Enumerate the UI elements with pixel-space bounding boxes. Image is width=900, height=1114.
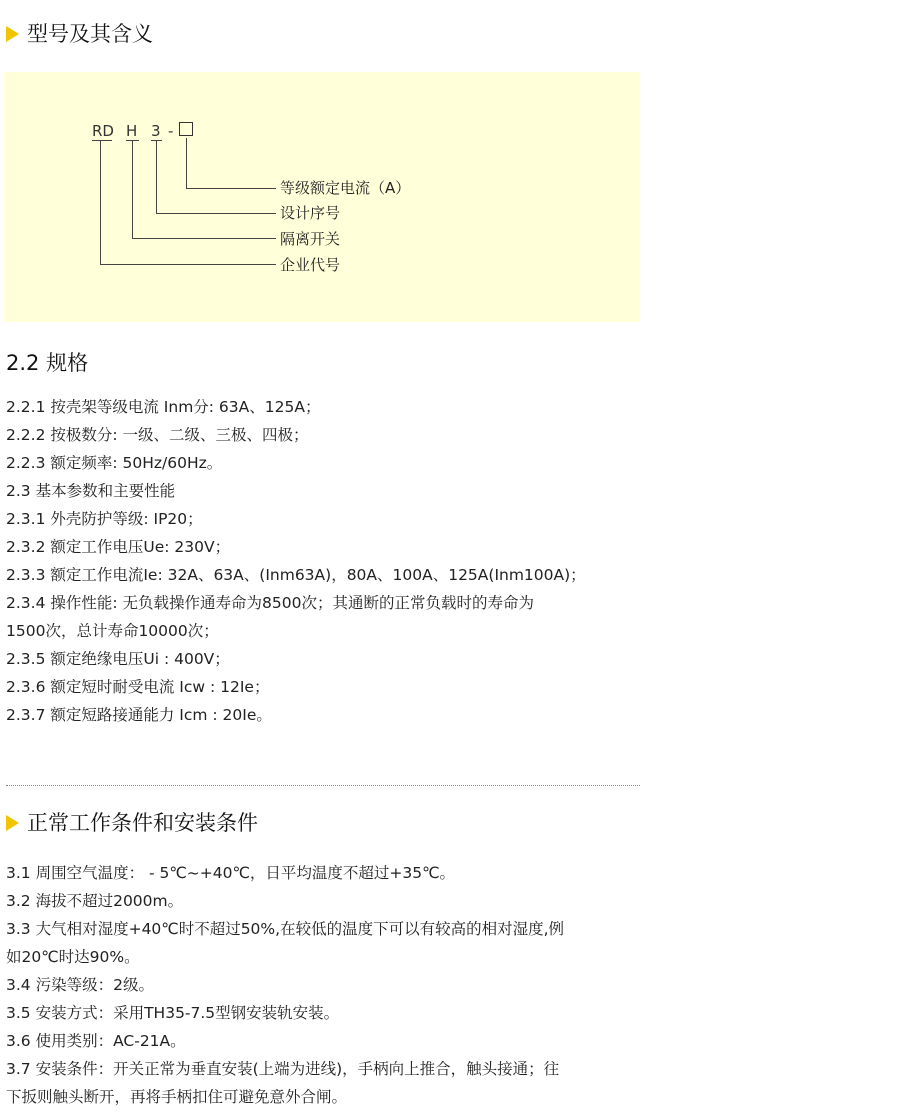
condition-line: 3.3 大气相对湿度+40℃时不超过50%,在较低的温度下可以有较高的相对湿度,例 — [6, 920, 565, 938]
condition-line: 3.4 污染等级：2级。 — [6, 976, 154, 994]
code-h: H — [126, 122, 138, 140]
spec-line: 2.3.7 额定短路接通能力 Icm : 20Ie。 — [6, 706, 272, 724]
leader-vertical-isolator — [132, 140, 133, 239]
leader-horizontal-current — [186, 188, 276, 189]
condition-line: 3.5 安装方式：采用TH35-7.5型钢安装轨安装。 — [6, 1004, 340, 1022]
code-dash: - — [168, 122, 174, 140]
spec-line: 2.3.1 外壳防护等级: IP20； — [6, 510, 203, 528]
section-title-text: 正常工作条件和安装条件 — [27, 811, 258, 835]
conditions-list — [6, 859, 646, 1111]
code-3: 3 — [151, 122, 161, 140]
code-underline-rd — [92, 140, 112, 141]
label-company-code: 企业代号 — [280, 256, 341, 274]
model-diagram — [4, 72, 640, 322]
condition-line: 3.2 海拔不超过2000m。 — [6, 892, 184, 910]
condition-line: 如20℃时达90%。 — [6, 948, 140, 966]
section-title-conditions — [6, 810, 258, 836]
section-title-text: 型号及其含义 — [27, 22, 153, 46]
spec-line: 2.2.3 额定频率: 50Hz/60Hz。 — [6, 454, 223, 472]
spec-line: 2.2.1 按壳架等级电流 Inm分: 63A、125A； — [6, 398, 321, 416]
spec-line: 2.2.2 按极数分: 一级、二级、三极、四极； — [6, 426, 309, 444]
spec-line: 2.3.4 操作性能: 无负载操作通寿命为8500次；其通断的正常负载时的寿命为 — [6, 594, 534, 612]
leader-vertical-current — [186, 138, 187, 189]
spec-line: 2.3 基本参数和主要性能 — [6, 482, 176, 500]
condition-line: 3.7 安装条件：开关正常为垂直安装(上端为进线)，手柄向上推合，触头接通；往 — [6, 1060, 560, 1078]
label-rated-current: 等级额定电流（A） — [280, 179, 411, 197]
spec-list — [6, 393, 646, 729]
spec-line: 2.3.3 额定工作电流Ie: 32A、63A、(Inm63A)，80A、100A、125A(Inm100A)； — [6, 566, 586, 584]
label-isolator: 隔离开关 — [280, 230, 341, 248]
triangle-bullet-icon — [6, 26, 19, 42]
code-rd: RD — [92, 122, 114, 140]
leader-vertical-company — [100, 140, 101, 265]
leader-horizontal-company — [100, 264, 276, 265]
leader-horizontal-isolator — [132, 238, 276, 239]
condition-line: 3.1 周围空气温度： - 5℃~+40℃，日平均温度不超过+35℃。 — [6, 864, 456, 882]
condition-line: 3.6 使用类别：AC-21A。 — [6, 1032, 186, 1050]
leader-vertical-design — [156, 140, 157, 214]
spec-line: 2.3.6 额定短时耐受电流 Icw : 12Ie； — [6, 678, 270, 696]
dotted-divider — [6, 785, 640, 786]
triangle-bullet-icon — [6, 815, 19, 831]
spec-line: 1500次，总计寿命10000次； — [6, 622, 219, 640]
leader-horizontal-design — [156, 213, 276, 214]
section-title-model — [6, 21, 153, 47]
code-placeholder-box — [179, 122, 193, 136]
condition-line: 下扳则触头断开，再将手柄扣住可避免意外合闸。 — [6, 1088, 348, 1106]
section-title-spec: 2.2 规格 — [6, 351, 89, 375]
label-design-number: 设计序号 — [280, 204, 341, 222]
spec-line: 2.3.5 额定绝缘电压Ui : 400V； — [6, 650, 230, 668]
spec-line: 2.3.2 额定工作电压Ue: 230V； — [6, 538, 231, 556]
